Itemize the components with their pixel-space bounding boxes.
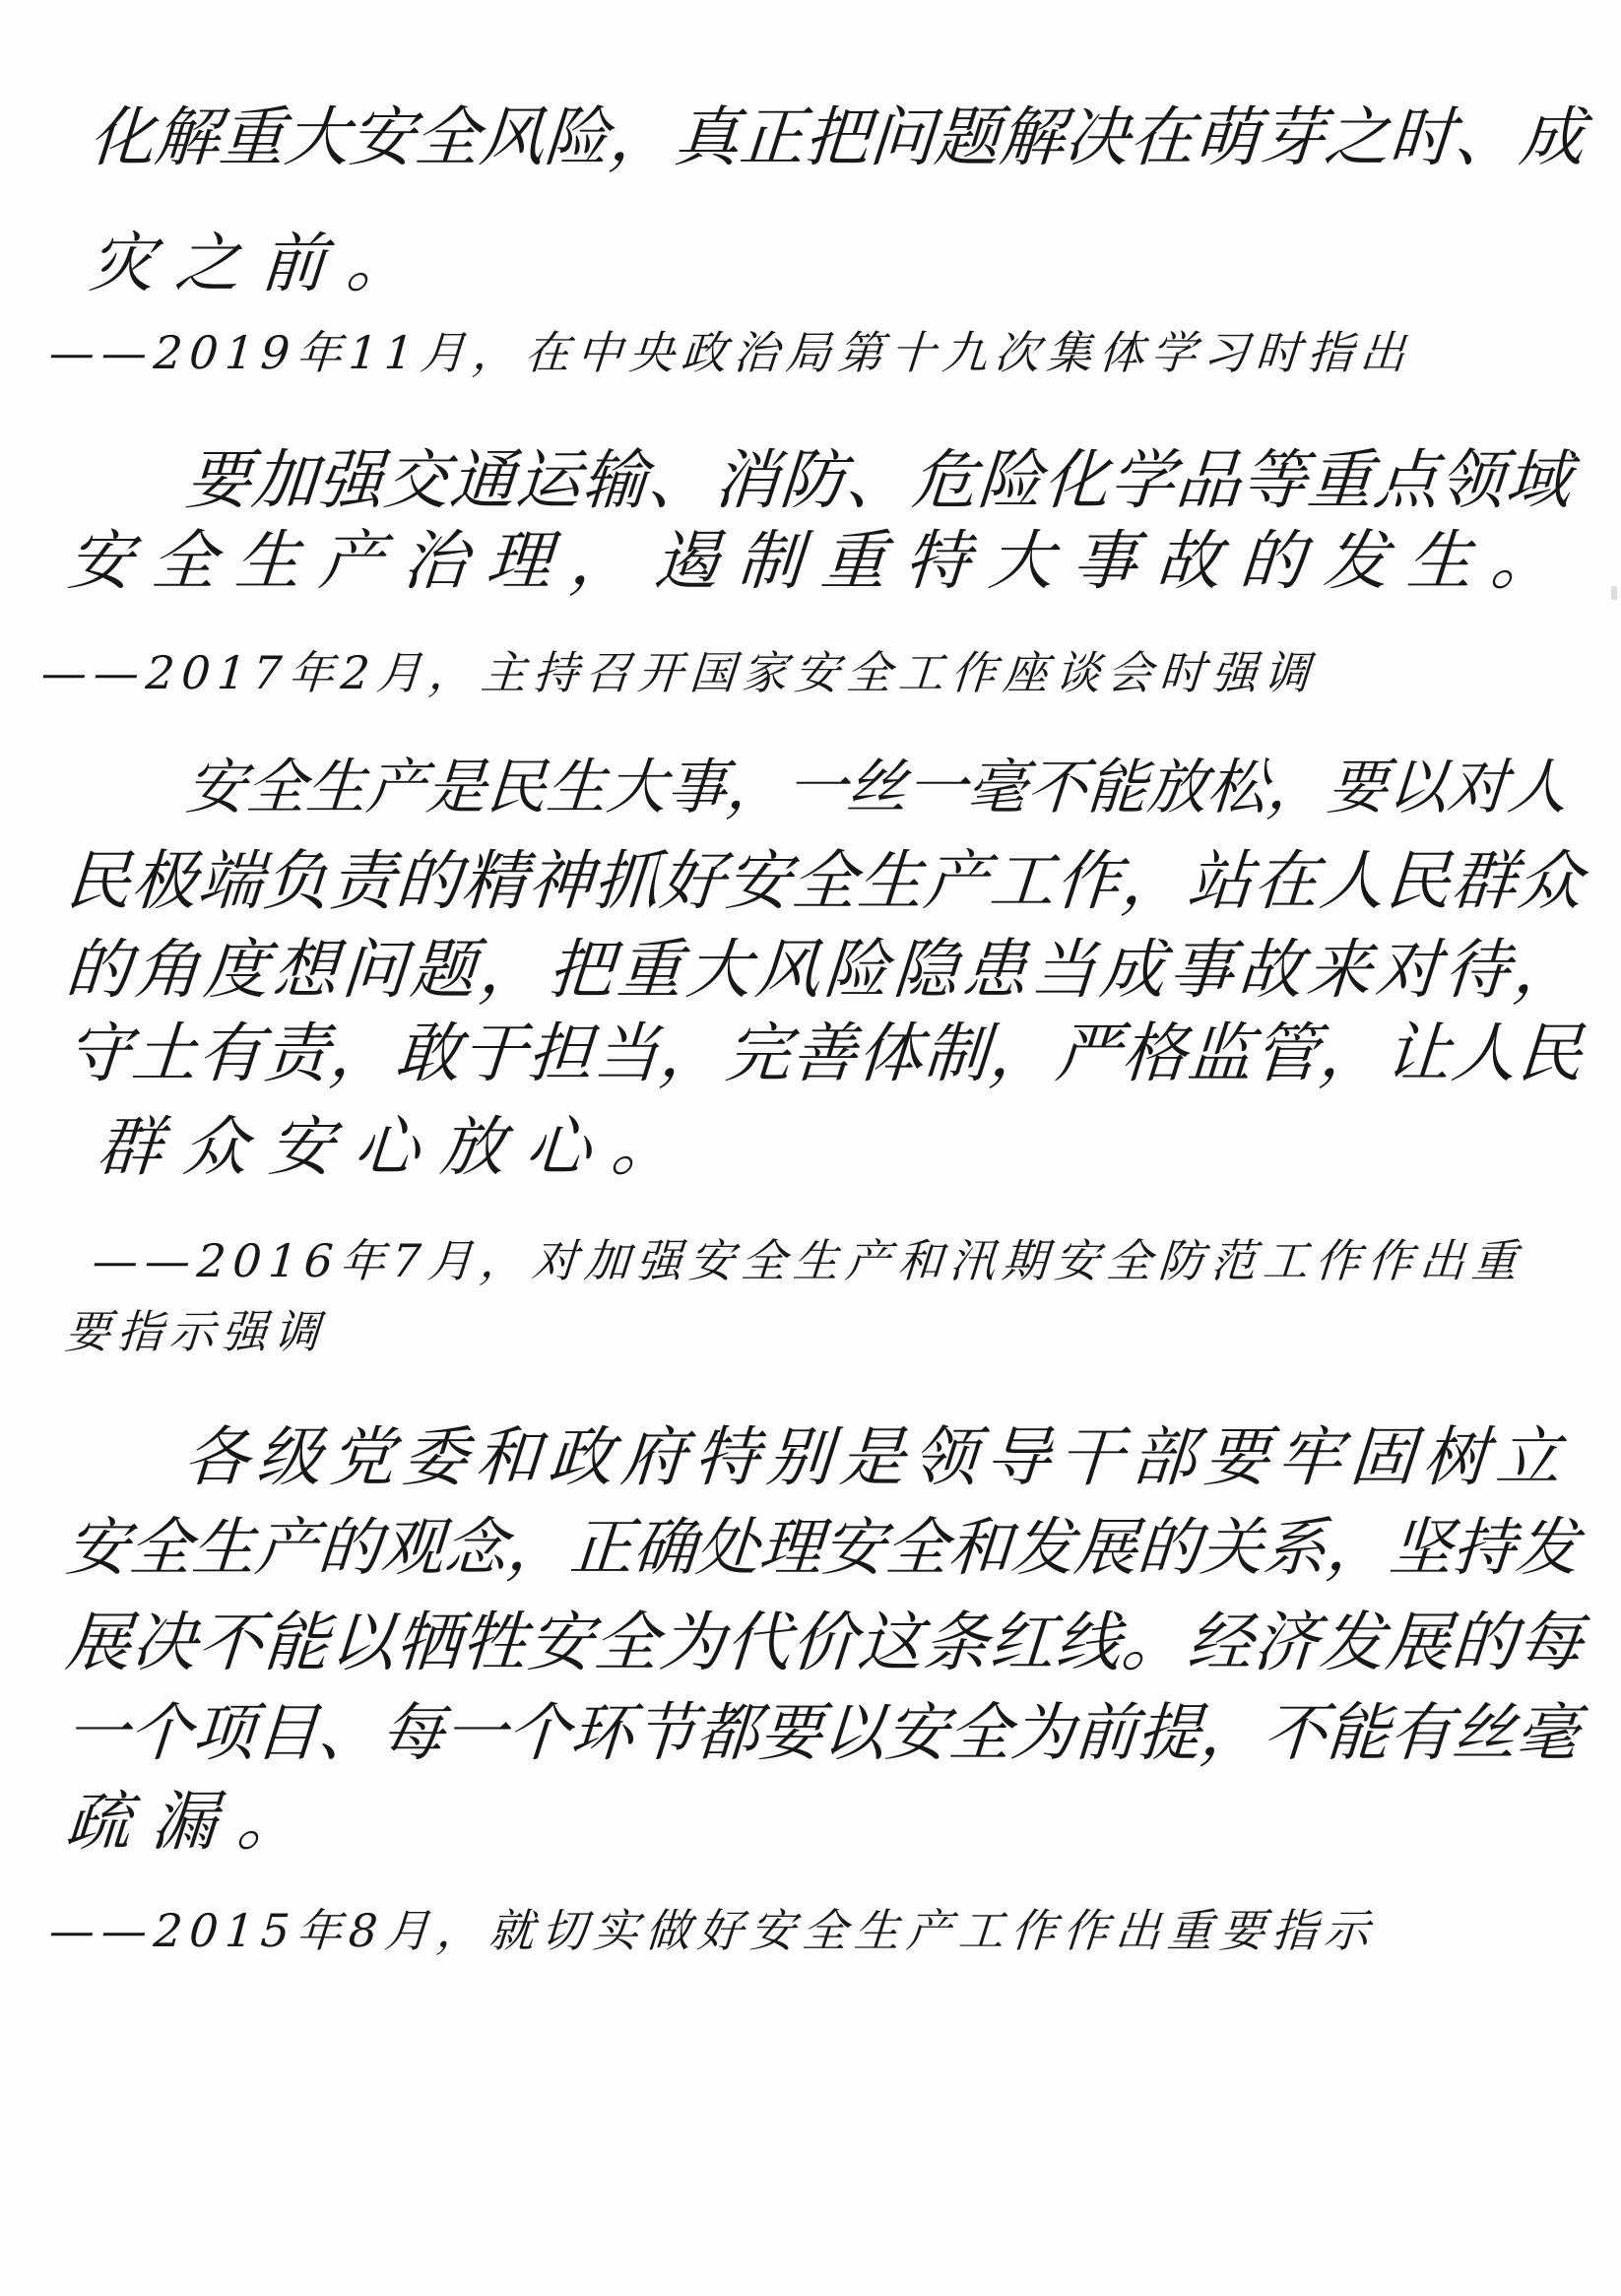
paragraph-1-line-1: 化解重大安全风险，真正把问题解决在萌芽之时、成 [87,99,1588,175]
paragraph-4-line-4: 一个项目、每一个环节都要以安全为前提，不能有丝毫 [63,1697,1582,1770]
paragraph-3-line-4: 守土有责，敢于担当，完善体制，严格监管，让人民 [63,1016,1587,1091]
paragraph-1-line-2: 灾之前。 [87,226,435,301]
paragraph-4-source: ——2015年8月，就切实做好安全生产工作作出重要指示 [47,1904,1379,1957]
paragraph-3-line-2: 民极端负责的精神抓好安全生产工作，站在人民群众 [63,843,1587,919]
paragraph-3-source-line-2: 要指示强调 [63,1305,328,1358]
paragraph-1-source: ——2019年11月，在中央政治局第十九次集体学习时指出 [47,326,1414,379]
paragraph-2-line-1: 要加强交通运输、消防、危险化学品等重点领域 [183,442,1575,518]
paragraph-4-line-3: 展决不能以牺牲安全为代价这条红线。经济发展的每 [63,1605,1587,1680]
paragraph-3-source-line-1: ——2016年7月，对加强安全生产和汛期安全防范工作作出重 [91,1234,1526,1287]
paragraph-4-line-1: 各级党委和政府特别是领导干部要牢固树立 [181,1419,1572,1495]
paragraph-4-line-2: 安全生产的观念，正确处理安全和发展的关系，坚持发 [63,1512,1582,1585]
paragraph-2-line-2: 安全生产治理，遏制重特大事故的发生。 [65,523,1578,599]
scan-mark [1611,586,1617,600]
paragraph-4-line-5: 疏漏。 [63,1784,326,1860]
paragraph-3-line-1: 安全生产是民生大事，一丝一毫不能放松，要以对人 [183,753,1571,822]
paragraph-3-line-5: 群众安心放心。 [95,1109,700,1185]
paragraph-2-source: ——2017年2月，主持召开国家安全工作座谈会时强调 [39,646,1319,699]
paragraph-3-line-3: 的角度想问题，把重大风险隐患当成事故来对待， [63,932,1586,1008]
